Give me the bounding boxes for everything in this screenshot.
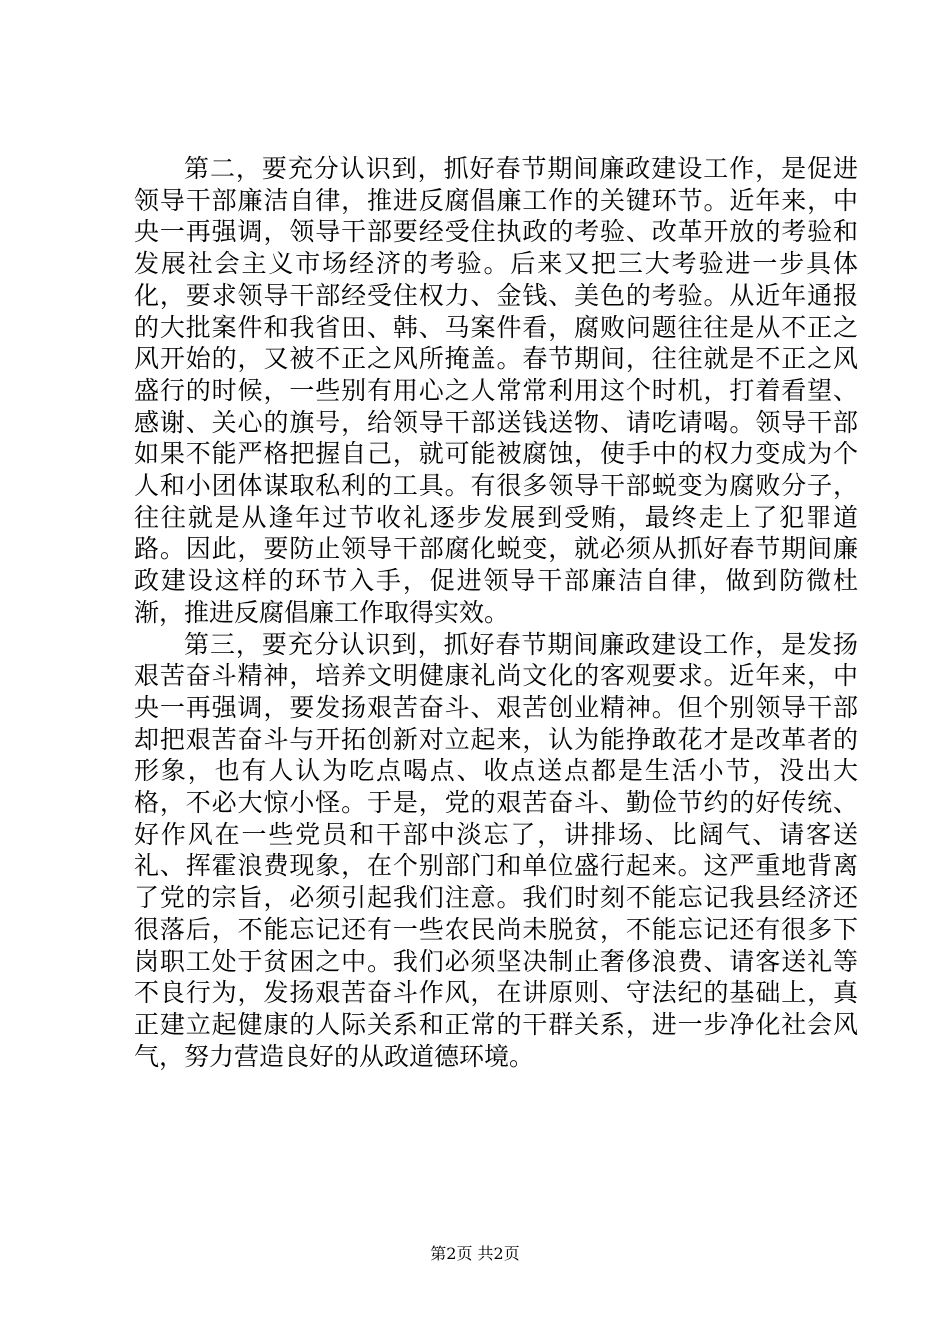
document-body [134, 153, 858, 1072]
page-number-indicator: 第2页 共2页 [430, 1244, 520, 1263]
page-footer [0, 1244, 950, 1264]
paragraph-third-point: 第三，要充分认识到，抓好春节期间廉政建设工作，是发扬艰苦奋斗精神，培养文明健康礼尚文化的客观要求。近年来，中央一再强调，要发扬艰苦奋斗、艰苦创业精神。但个别领导干部却把艰苦奋斗与开拓创新对立起来，认为能挣敢花才是改革者的形象，也有人认为吃点喝点、收点送点都是生活小节，没出大格，不必大惊小怪。于是，党的艰苦奋斗、勤俭节约的好传统、好作风在一些党员和干部中淡忘了，讲排场、比阔气、请客送礼、挥霍浪费现象，在个别部门和单位盛行起来。这严重地背离了党的宗旨，必须引起我们注意。我们时刻不能忘记我县经济还很落后，不能忘记还有一些农民尚未脱贫，不能忘记还有很多下岗职工处于贫困之中。我们必须坚决制止奢侈浪费、请客送礼等不良行为，发扬艰苦奋斗作风，在讲原则、守法纪的基础上，真正建立起健康的人际关系和正常的干群关系，进一步净化社会风气，努力营造良好的从政道德环境。 [134, 629, 858, 1071]
paragraph-second-point: 第二，要充分认识到，抓好春节期间廉政建设工作，是促进领导干部廉洁自律，推进反腐倡廉工作的关键环节。近年来，中央一再强调，领导干部要经受住执政的考验、改革开放的考验和发展社会主义市场经济的考验。后来又把三大考验进一步具体化，要求领导干部经受住权力、金钱、美色的考验。从近年通报的大批案件和我省田、韩、马案件看，腐败问题往往是从不正之风开始的，又被不正之风所掩盖。春节期间，往往就是不正之风盛行的时候，一些别有用心之人常常利用这个时机，打着看望、感谢、关心的旗号，给领导干部送钱送物、请吃请喝。领导干部如果不能严格把握自己，就可能被腐蚀，使手中的权力变成为个人和小团体谋取私利的工具。有很多领导干部蜕变为腐败分子，往往就是从逢年过节收礼逐步发展到受贿，最终走上了犯罪道路。因此，要防止领导干部腐化蜕变，就必须从抓好春节期间廉政建设这样的环节入手，促进领导干部廉洁自律，做到防微杜渐，推进反腐倡廉工作取得实效。 [134, 154, 858, 627]
